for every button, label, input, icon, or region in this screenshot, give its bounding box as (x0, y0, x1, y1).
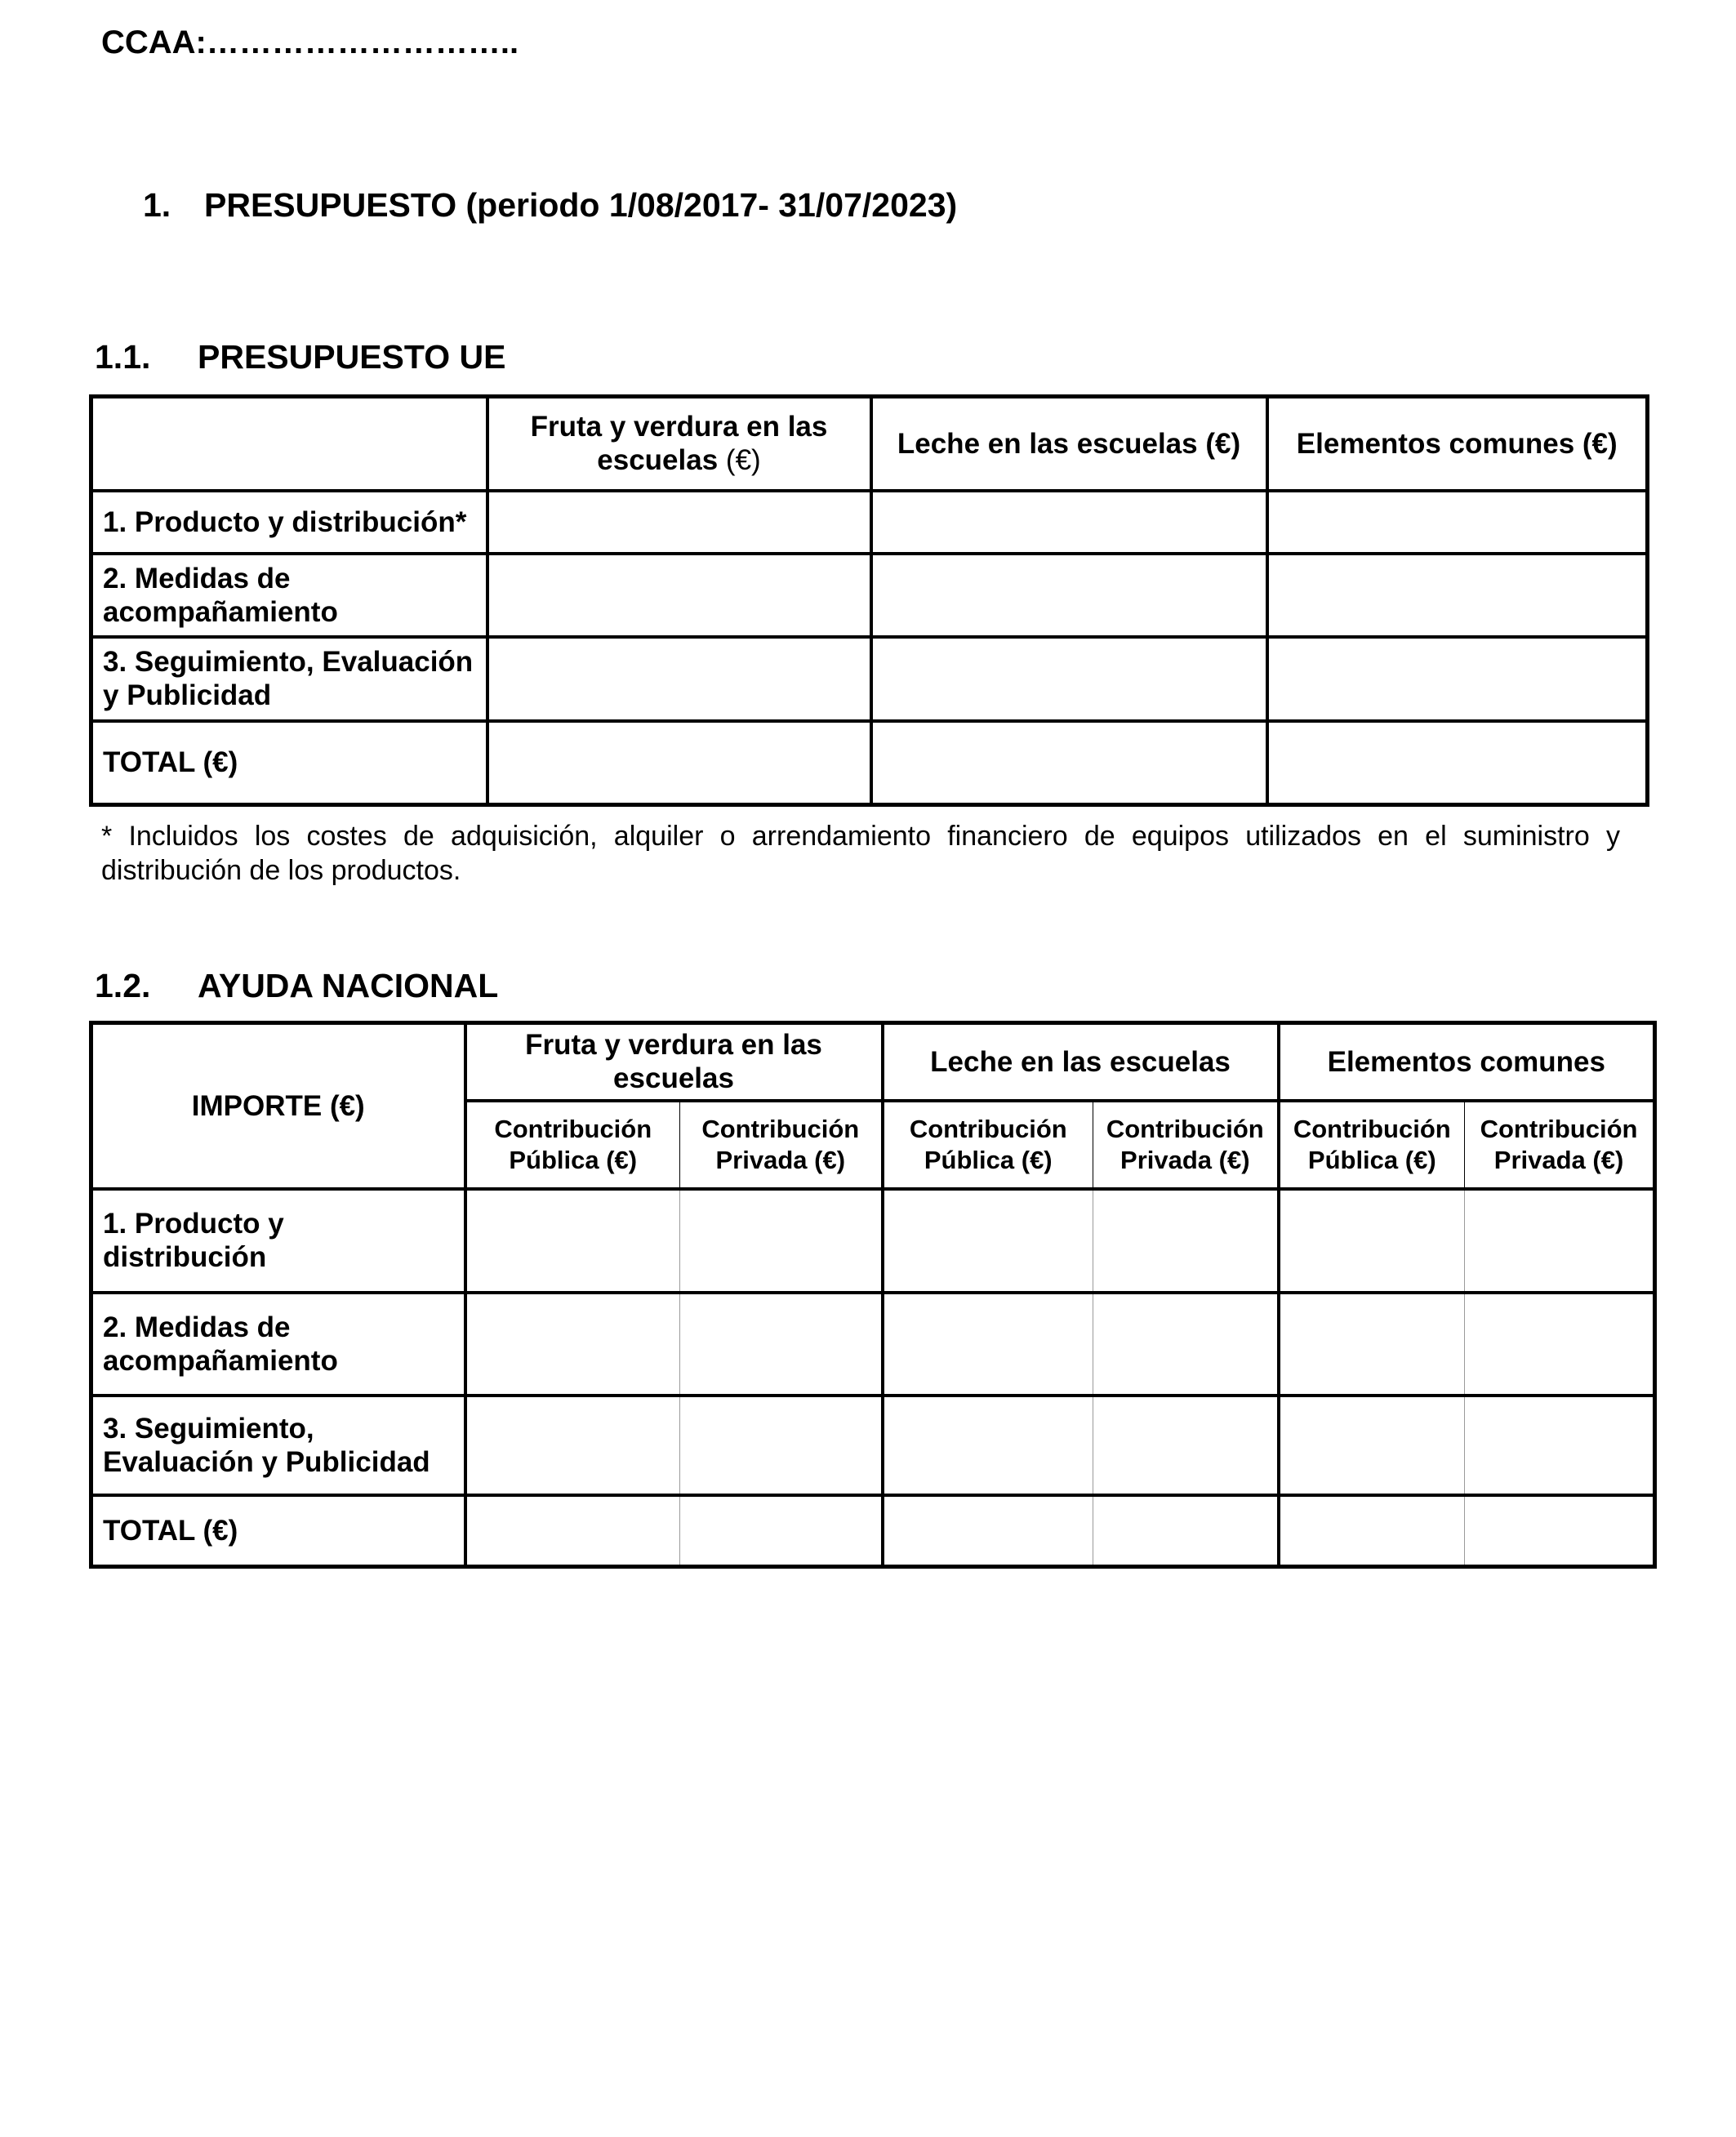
row-label-total: TOTAL (€) (91, 1495, 465, 1567)
corner-cell (91, 397, 487, 491)
subheader-leche-publica: Contribución Pública (€) (883, 1101, 1093, 1189)
table-row (91, 491, 1648, 554)
subheader-comunes-publica: Contribución Pública (€) (1279, 1101, 1465, 1189)
cell-fruta-total[interactable] (487, 721, 871, 805)
cell-leche-publica-seguimiento[interactable] (883, 1396, 1093, 1495)
cell-leche-privada-total[interactable] (1093, 1495, 1279, 1567)
cell-leche-privada-medidas[interactable] (1093, 1293, 1279, 1396)
table-row (91, 1189, 1655, 1293)
ccaa-label: CCAA:……………………….. (101, 24, 519, 60)
importe-header: IMPORTE (€) (91, 1023, 465, 1189)
subheader-fruta-publica: Contribución Pública (€) (465, 1101, 680, 1189)
cell-fruta-publica-medidas[interactable] (465, 1293, 680, 1396)
section-1-heading (143, 186, 957, 225)
cell-leche-privada-seguimiento[interactable] (1093, 1396, 1279, 1495)
row-label-medidas: 2. Medidas de acompañamiento (91, 1293, 465, 1396)
section-1-2-heading (95, 967, 498, 1005)
section-1-1-heading (95, 338, 505, 376)
subheader-fruta-privada: Contribución Privada (€) (680, 1101, 883, 1189)
ayuda-nacional-table (89, 1021, 1657, 1569)
section-1-title: PRESUPUESTO (periodo 1/08/2017- 31/07/2023) (204, 186, 958, 224)
cell-fruta-seguimiento[interactable] (487, 637, 871, 721)
column-header-fruta (487, 397, 871, 491)
table-group-header-row (91, 1023, 1655, 1101)
cell-fruta-medidas[interactable] (487, 554, 871, 637)
row-label-producto: 1. Producto y distribución* (91, 491, 487, 554)
table-row (91, 1293, 1655, 1396)
cell-leche-publica-medidas[interactable] (883, 1293, 1093, 1396)
cell-comunes-total[interactable] (1267, 721, 1648, 805)
cell-fruta-publica-producto[interactable] (465, 1189, 680, 1293)
cell-comunes-privada-total[interactable] (1465, 1495, 1655, 1567)
cell-leche-privada-producto[interactable] (1093, 1189, 1279, 1293)
cell-comunes-publica-total[interactable] (1279, 1495, 1465, 1567)
cell-leche-seguimiento[interactable] (871, 637, 1267, 721)
section-1-number: 1. (143, 186, 171, 224)
cell-fruta-publica-total[interactable] (465, 1495, 680, 1567)
cell-leche-medidas[interactable] (871, 554, 1267, 637)
cell-comunes-seguimiento[interactable] (1267, 637, 1648, 721)
column-header-leche: Leche en las escuelas (€) (871, 397, 1267, 491)
cell-fruta-privada-total[interactable] (680, 1495, 883, 1567)
row-label-medidas: 2. Medidas de acompañamiento (91, 554, 487, 637)
column-header-fruta-text: Fruta y verdura en las escuelas (530, 411, 828, 477)
subheader-comunes-privada: Contribución Privada (€) (1465, 1101, 1655, 1189)
cell-leche-publica-producto[interactable] (883, 1189, 1093, 1293)
table-row (91, 554, 1648, 637)
section-1-1-title: PRESUPUESTO UE (198, 338, 506, 376)
table-row (91, 721, 1648, 805)
cell-leche-total[interactable] (871, 721, 1267, 805)
row-label-seguimiento: 3. Seguimiento, Evaluación y Publicidad (91, 637, 487, 721)
section-1-2-title: AYUDA NACIONAL (198, 967, 499, 1004)
cell-fruta-publica-seguimiento[interactable] (465, 1396, 680, 1495)
cell-comunes-producto[interactable] (1267, 491, 1648, 554)
group-header-fruta: Fruta y verdura en las escuelas (465, 1023, 883, 1101)
cell-comunes-privada-producto[interactable] (1465, 1189, 1655, 1293)
cell-comunes-medidas[interactable] (1267, 554, 1648, 637)
footnote: * Incluidos los costes de adquisición, alquiler o arrendamiento financiero de equipos utilizados en el suministro y distribución de los productos. (101, 821, 1620, 886)
cell-comunes-privada-medidas[interactable] (1465, 1293, 1655, 1396)
cell-comunes-publica-medidas[interactable] (1279, 1293, 1465, 1396)
row-label-seguimiento: 3. Seguimiento, Evaluación y Publicidad (91, 1396, 465, 1495)
row-label-total: TOTAL (€) (91, 721, 487, 805)
cell-fruta-privada-seguimiento[interactable] (680, 1396, 883, 1495)
row-label-producto: 1. Producto y distribución (91, 1189, 465, 1293)
section-1-1-number: 1.1. (95, 338, 151, 376)
table-row (91, 1396, 1655, 1495)
cell-leche-publica-total[interactable] (883, 1495, 1093, 1567)
cell-comunes-publica-producto[interactable] (1279, 1189, 1465, 1293)
cell-fruta-privada-producto[interactable] (680, 1189, 883, 1293)
group-header-leche: Leche en las escuelas (883, 1023, 1279, 1101)
group-header-comunes: Elementos comunes (1279, 1023, 1655, 1101)
cell-leche-producto[interactable] (871, 491, 1267, 554)
column-header-comunes: Elementos comunes (€) (1267, 397, 1648, 491)
table-header-row (91, 397, 1648, 491)
cell-comunes-privada-seguimiento[interactable] (1465, 1396, 1655, 1495)
table-row (91, 637, 1648, 721)
table-row (91, 1495, 1655, 1567)
section-1-2-number: 1.2. (95, 967, 151, 1004)
cell-fruta-privada-medidas[interactable] (680, 1293, 883, 1396)
cell-fruta-producto[interactable] (487, 491, 871, 554)
column-header-fruta-unit: (€) (725, 444, 761, 477)
presupuesto-ue-table (89, 394, 1649, 807)
subheader-leche-privada: Contribución Privada (€) (1093, 1101, 1279, 1189)
cell-comunes-publica-seguimiento[interactable] (1279, 1396, 1465, 1495)
